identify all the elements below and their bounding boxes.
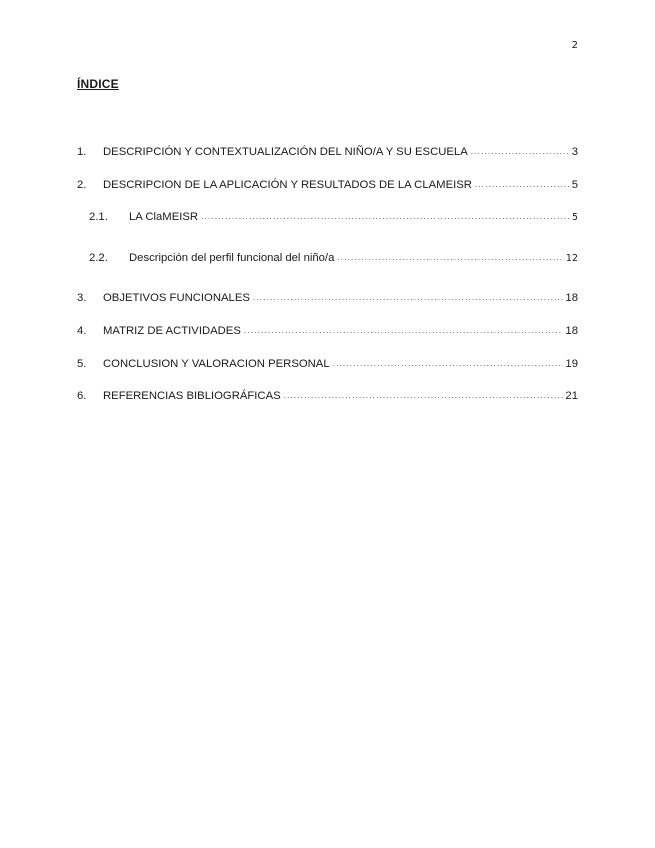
toc-entry-text: DESCRIPCIÓN Y CONTEXTUALIZACIÓN DEL NIÑO/A Y SU ESCUELA (103, 146, 468, 158)
toc-entry (77, 179, 578, 191)
toc-entry-page: 3 (571, 146, 578, 158)
toc-entry-number: 6. (77, 390, 87, 402)
toc-entry-leader (337, 253, 564, 262)
toc-entry-text: REFERENCIAS BIBLIOGRÁFICAS (103, 390, 281, 402)
toc-entry-page: 21 (565, 390, 578, 402)
toc-entry-number: 1. (77, 146, 87, 158)
toc-entry-number: 3. (77, 292, 87, 304)
page-title: ÍNDICE (77, 77, 119, 91)
toc-entry-page: 5 (571, 212, 578, 223)
toc-entry-leader (471, 147, 570, 156)
page-number: 2 (571, 40, 578, 51)
toc-entry (77, 358, 578, 370)
toc-entry (77, 325, 578, 337)
toc-entry-page: 18 (565, 325, 578, 337)
toc-entry-leader (244, 326, 564, 335)
toc-entry (77, 146, 578, 158)
toc-entry-page: 5 (571, 179, 578, 191)
toc-entry-text: MATRIZ DE ACTIVIDADES (103, 325, 241, 337)
toc-entry-page: 19 (565, 358, 578, 370)
toc-entry-leader (475, 180, 570, 189)
toc-entry-number: 5. (77, 358, 87, 370)
toc-entry-page: 12 (565, 253, 578, 264)
toc-entry (89, 211, 578, 223)
toc-entry-leader (201, 212, 570, 221)
toc-entry (89, 252, 578, 264)
toc-entry-text: LA ClaMEISR (129, 211, 199, 223)
toc-entry (77, 390, 578, 402)
toc-entry (77, 292, 578, 304)
toc-entry-text: CONCLUSION Y VALORACION PERSONAL (103, 358, 330, 370)
toc-entry-number: 2. (77, 179, 87, 191)
toc-entry-number: 4. (77, 325, 87, 337)
toc-entry-leader (333, 359, 564, 368)
toc-entry-number: 2.2. (89, 252, 108, 264)
toc-entry-leader (253, 293, 564, 302)
toc-entry-number: 2.1. (89, 211, 108, 223)
toc-entry-text: DESCRIPCION DE LA APLICACIÓN Y RESULTADOS DE LA CLAMEISR (103, 179, 472, 191)
toc-entry-leader (284, 391, 564, 400)
toc-entry-text: Descripción del perfil funcional del niño/a (129, 252, 335, 264)
toc-entry-text: OBJETIVOS FUNCIONALES (103, 292, 250, 304)
toc-entry-page: 18 (565, 292, 578, 304)
